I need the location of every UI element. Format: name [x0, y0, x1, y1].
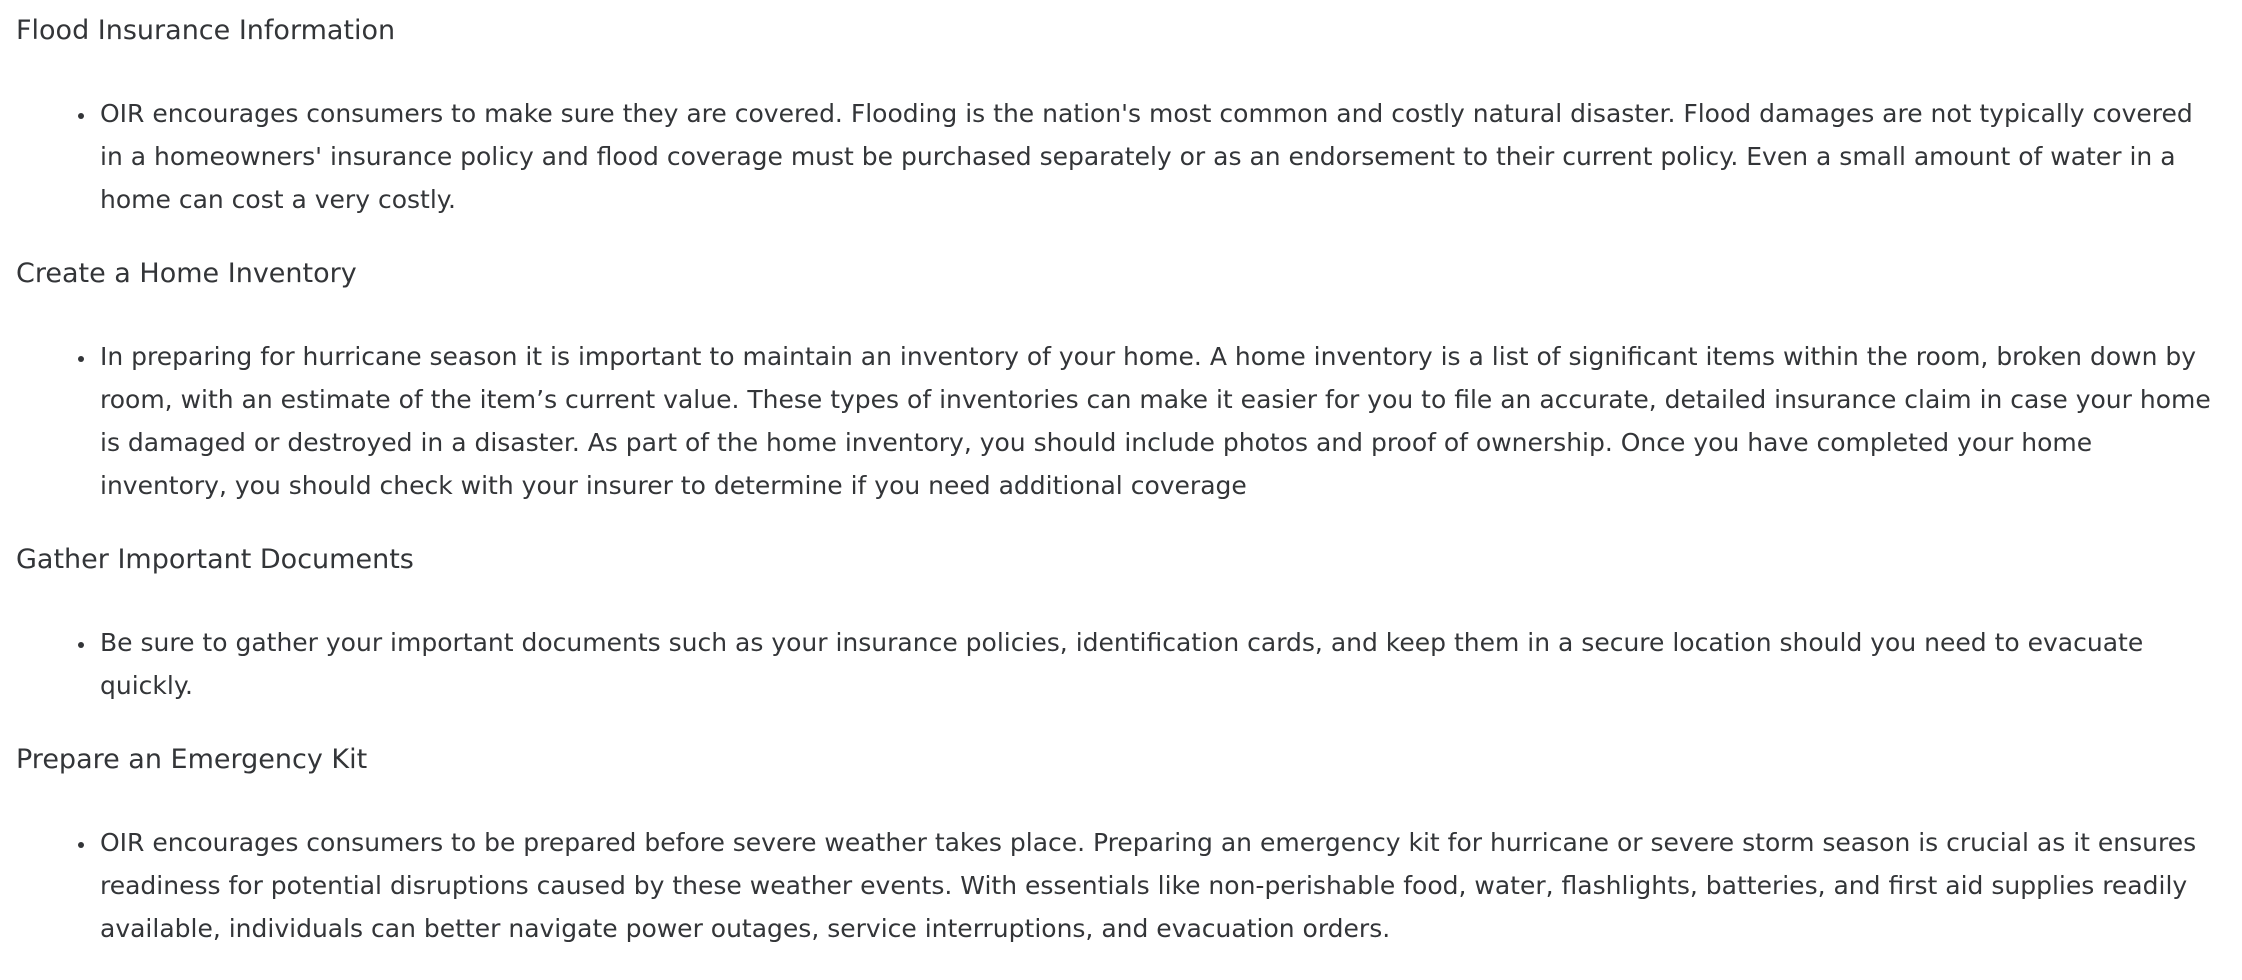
section-heading-important-documents: Gather Important Documents	[16, 544, 414, 575]
bullet-list	[16, 821, 2214, 950]
bullet-item: • OIR encourages consumers to make sure they are covered. Flooding is the nation's most common and costly natural disaster. Flood damages are not typically covered in a homeowners' insurance policy and flood coverage must be purchased separately or as an endorsement to their current policy. Even a small amount of water in a home can cost a very costly.	[97, 92, 2214, 221]
section-heading-flood-insurance: Flood Insurance Information	[16, 15, 396, 46]
section-heading-home-inventory: Create a Home Inventory	[16, 258, 357, 289]
bullet-list	[16, 335, 2214, 507]
bullet-list	[16, 92, 2214, 221]
bullet-list	[16, 621, 2214, 707]
bullet-item: • In preparing for hurricane season it is important to maintain an inventory of your home. A home inventory is a list of significant items within the room, broken down by room, with an estimate of the item’s current value. These types of inventories can make it easier for you to file an accurate, detailed insurance claim in case your home is damaged or destroyed in a disaster. As part of the home inventory, you should include photos and proof of ownership. Once you have completed your home inventory, you should check with your insurer to determine if you need additional coverage	[97, 335, 2214, 507]
bullet-item: • Be sure to gather your important documents such as your insurance policies, identification cards, and keep them in a secure location should you need to evacuate quickly.	[97, 621, 2214, 707]
bullet-item: • OIR encourages consumers to be prepared before severe weather takes place. Preparing an emergency kit for hurricane or severe storm season is crucial as it ensures readiness for potential disruptions caused by these weather events. With essentials like non-perishable food, water, flashlights, batteries, and first aid supplies readily available, individuals can better navigate power outages, service interruptions, and evacuation orders.	[97, 821, 2214, 950]
section-heading-emergency-kit: Prepare an Emergency Kit	[16, 744, 368, 775]
